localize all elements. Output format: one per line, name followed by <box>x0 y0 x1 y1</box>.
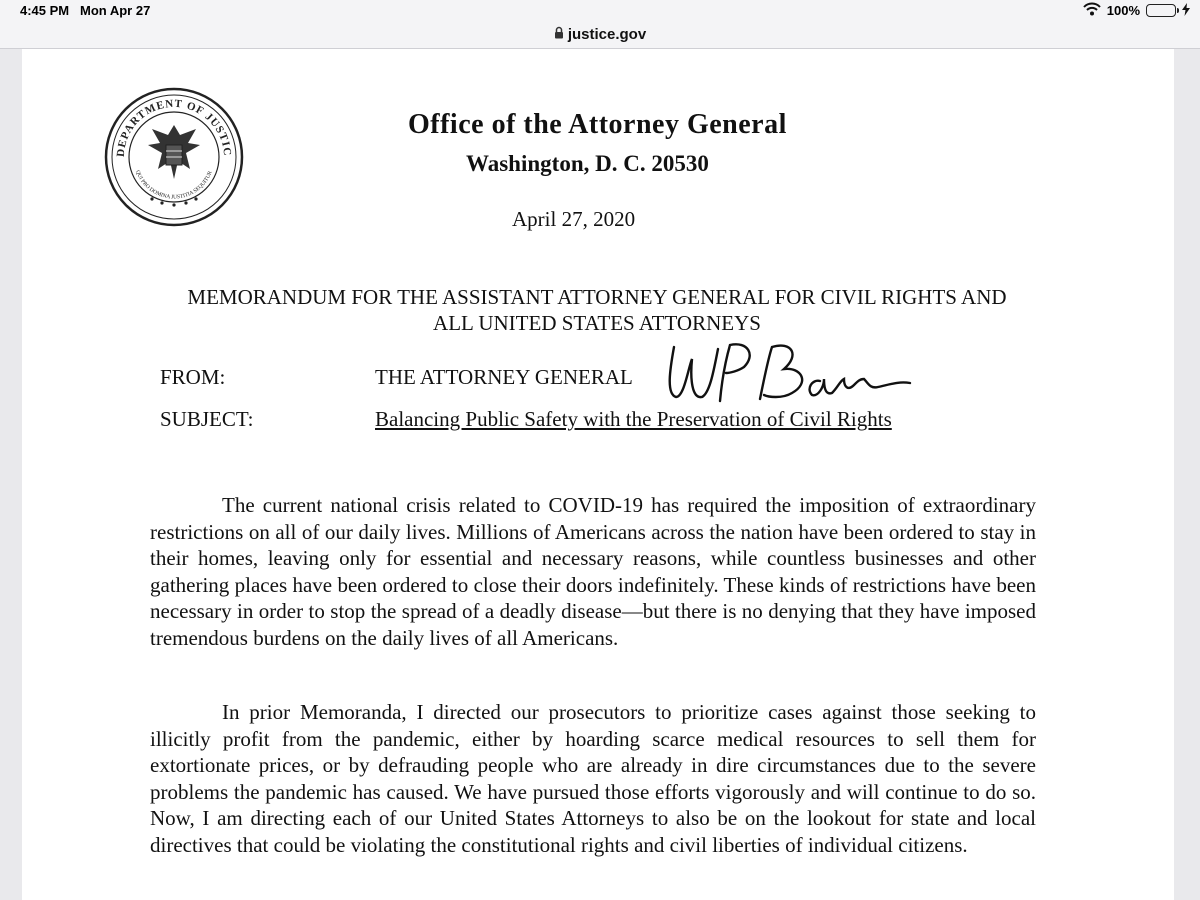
status-bar <box>0 0 1200 20</box>
status-time: 4:45 PM <box>20 3 70 18</box>
charging-icon <box>1182 3 1190 19</box>
body-paragraph-1: The current national crisis related to COVID-19 has required the imposition of extraordinary restrictions on all of our daily lives. Millions of Americans across the nation have been ordered to stay in their homes, leaving only for essential and necessary reasons, while countless businesses and other gathering places have been ordered to close their doors indefinitely. These kinds of restrictions have been necessary in order to stop the spread of a deadly disease—but there is no denying that they have imposed tremendous burdens on the daily lives of all Americans. <box>150 493 1036 650</box>
office-title: Office of the Attorney General <box>408 109 787 140</box>
status-date: Mon Apr 27 <box>80 3 151 18</box>
from-label: FROM: <box>160 365 226 389</box>
seal-motto: QUI PRO DOMINA JUSTITIA SEQUITUR <box>134 169 214 201</box>
department-seal <box>104 87 244 232</box>
seal-outer-text: DEPARTMENT OF JUSTIC <box>114 97 234 158</box>
memo-heading-line-1: MEMORANDUM FOR THE ASSISTANT ATTORNEY GENERAL FOR CIVIL RIGHTS AND <box>187 285 1007 309</box>
wifi-icon <box>1083 2 1101 19</box>
subject-label: SUBJECT: <box>160 407 254 431</box>
body-paragraph-2: In prior Memoranda, I directed our prosecutors to prioritize cases against those seeking to illicitly profit from the pandemic, either by hoarding scarce medical resources to sell them for extortionate prices, or by defrauding people who are already in dire circumstances due to the severe problems the pandemic has caused. We have pursued those efforts vigorously and will continue to do so. Now, I am directing each of our United States Attorneys to also be on the lookout for state and local directives that could be violating the constitutional rights and civil liberties of individual citizens. <box>150 700 1036 857</box>
signature-graphic <box>652 339 912 414</box>
from-value: THE ATTORNEY GENERAL <box>375 365 633 389</box>
document-page <box>22 49 1174 900</box>
battery-percent: 100% <box>1106 3 1140 18</box>
memo-heading <box>154 284 1040 336</box>
memo-date: April 27, 2020 <box>512 207 636 231</box>
url-text: justice.gov <box>567 25 647 43</box>
status-right <box>1083 2 1190 19</box>
battery-icon <box>1146 4 1176 17</box>
url-display[interactable] <box>554 26 646 43</box>
office-address: Washington, D. C. 20530 <box>466 151 709 176</box>
eagle-icon <box>148 125 200 179</box>
lock-icon <box>554 26 564 43</box>
memo-heading-line-2: ALL UNITED STATES ATTORNEYS <box>433 311 761 335</box>
subject-value: Balancing Public Safety with the Preservation of Civil Rights <box>375 407 892 431</box>
address-bar[interactable] <box>0 20 1200 49</box>
